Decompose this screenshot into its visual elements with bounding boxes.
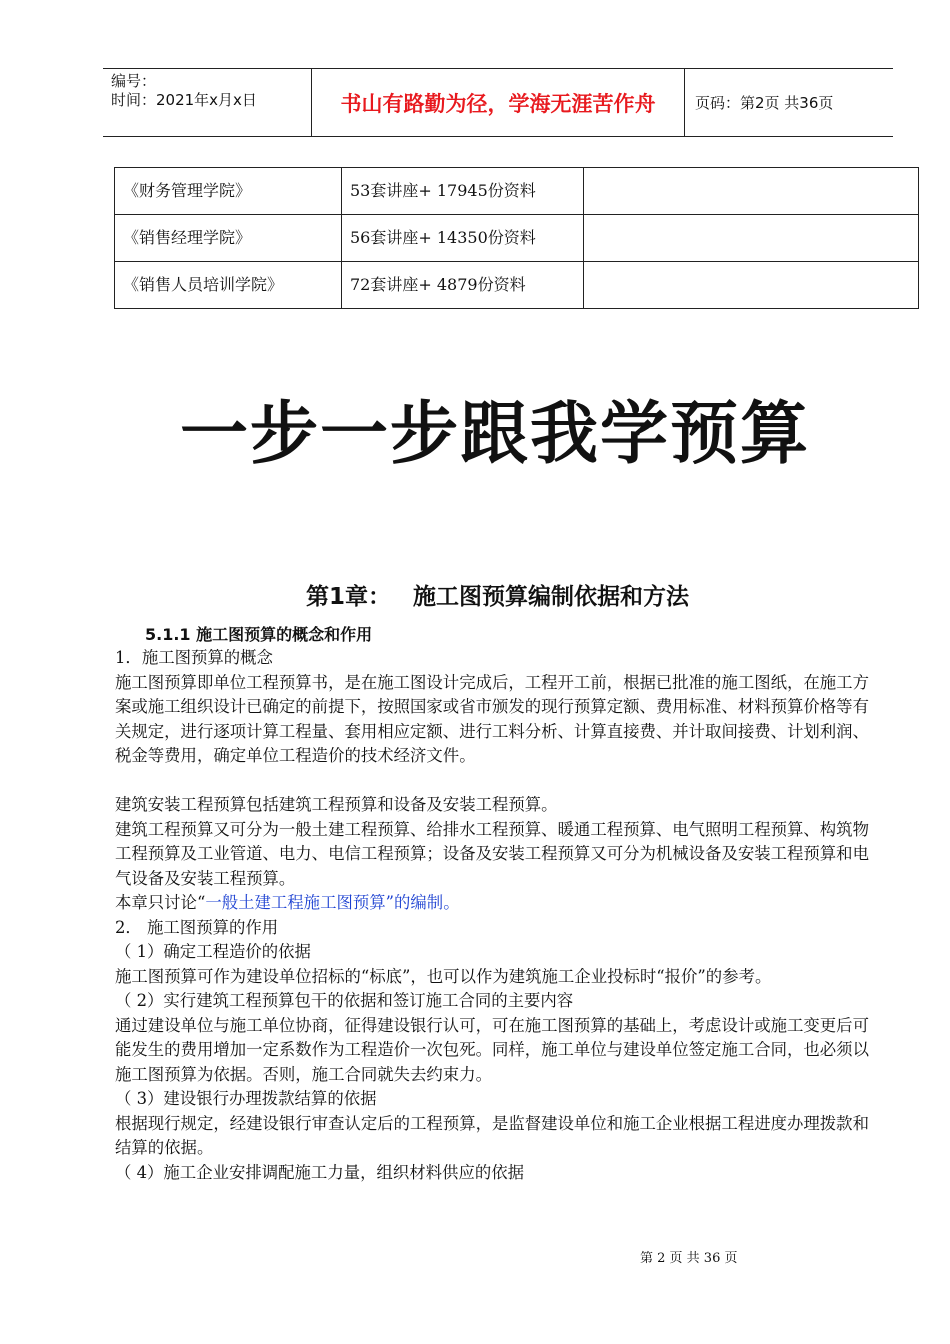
time-label: 时间：2021年x月x日 xyxy=(111,91,257,109)
resource-name: 《销售经理学院》 xyxy=(115,215,342,262)
resource-name: 《销售人员培训学院》 xyxy=(115,262,342,309)
paragraph-prefix: 本章只讨论“ xyxy=(115,893,206,912)
item-heading: （ 1）确定工程造价的依据 xyxy=(115,942,311,961)
paragraph: 施工图预算可作为建设单位招标的“标底”，也可以作为建筑施工企业投标时“报价”的参考。 xyxy=(115,966,772,986)
table-row xyxy=(115,168,919,215)
resource-extra xyxy=(584,262,919,309)
paragraph-heading: 2． 施工图预算的作用 xyxy=(115,917,279,937)
chapter-heading xyxy=(0,578,950,611)
section-title: 5.1.1 施工图预算的概念和作用 xyxy=(145,625,373,644)
resource-content: 56套讲座+ 14350份资料 xyxy=(342,215,584,262)
item-heading: （ 3）建设银行办理拨款结算的依据 xyxy=(115,1089,377,1108)
paragraph: 建筑工程预算又可分为一般土建工程预算、给排水工程预算、暖通工程预算、电气照明工程预算、构筑物工程预算及工业管道、电力、电信工程预算；设备及安装工程预算又可分为机械设备及安装工程预算和电气设备及安装工程预算。 xyxy=(115,819,869,888)
paragraph: 根据现行规定，经建设银行审查认定后的工程预算，是监督建设单位和施工企业根据工程进度办理拨款和结算的依据。 xyxy=(115,1113,869,1157)
item-heading: （ 4）施工企业安排调配施工力量，组织材料供应的依据 xyxy=(115,1162,525,1182)
page-footer: 第 2 页 共 36 页 xyxy=(640,1251,738,1266)
body-text xyxy=(115,646,885,1185)
paragraph: 通过建设单位与施工单位协商，征得建设银行认可，可在施工图预算的基础上，考虑设计或施工变更后可能发生的费用增加一定系数作为工程造价一次包死。同样，施工单位与建设单位签定施工合同，也必须以施工图预算为依据。否则，施工合同就失去约束力。 xyxy=(115,1015,869,1084)
paragraph: 施工图预算即单位工程预算书，是在施工图设计完成后，工程开工前，根据已批准的施工图纸，在施工方案或施工组织设计已确定的前提下，按照国家或省市颁发的现行预算定额、费用标准、材料预算价格等有关规定，进行逐项计算工程量、套用相应定额、进行工料分析、计算直接费、并计取间接费、计划利润、税金等费用，确定单位工程造价的技术经济文件。 xyxy=(115,672,869,765)
resource-extra xyxy=(584,168,919,215)
table-row xyxy=(115,215,919,262)
item-heading: （ 2）实行建筑工程预算包干的依据和签订施工合同的主要内容 xyxy=(115,991,574,1010)
resource-content: 53套讲座+ 17945份资料 xyxy=(342,168,584,215)
chapter-number: 第1章： xyxy=(305,584,391,610)
resource-table xyxy=(114,167,919,309)
header-meta xyxy=(103,69,312,136)
paragraph-heading: 1．施工图预算的概念 xyxy=(115,648,273,667)
paragraph xyxy=(115,891,885,916)
resource-extra xyxy=(584,215,919,262)
resource-name: 《财务管理学院》 xyxy=(115,168,342,215)
highlight-text: 一般土建工程施工图预算”的编制。 xyxy=(205,893,460,912)
table-row xyxy=(115,262,919,309)
resource-content: 72套讲座+ 4879份资料 xyxy=(342,262,584,309)
header-motto: 书山有路勤为径，学海无涯苦作舟 xyxy=(312,69,685,136)
paragraph: 建筑安装工程预算包括建筑工程预算和设备及安装工程预算。 xyxy=(115,795,558,814)
page-header xyxy=(103,68,893,137)
main-title: 一步一步跟我学预算 xyxy=(179,395,810,474)
header-page-label: 页码：第2页 共36页 xyxy=(695,94,834,112)
number-label: 编号： xyxy=(111,72,157,90)
chapter-title: 施工图预算编制依据和方法 xyxy=(413,584,689,610)
